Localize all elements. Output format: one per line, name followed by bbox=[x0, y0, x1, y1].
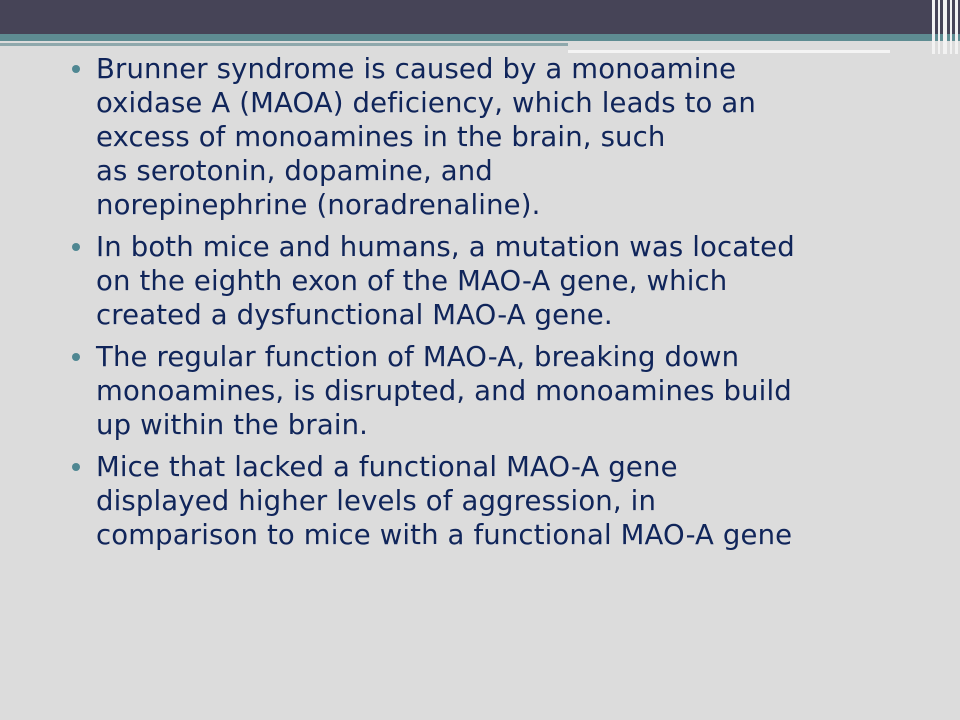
slide-accent-band bbox=[0, 34, 960, 41]
bullet-item bbox=[72, 52, 902, 222]
bullet-icon bbox=[72, 65, 80, 73]
bullet-text-line: comparison to mice with a functional MAO-A gene bbox=[96, 519, 793, 551]
slide-accent-line bbox=[0, 43, 568, 46]
bullet-text-line: norepinephrine (noradrenaline). bbox=[96, 189, 541, 221]
slide-header-band bbox=[0, 0, 960, 34]
bullet-text-line: The regular function of MAO-A, breaking down bbox=[96, 341, 740, 373]
bullet-text-line: oxidase A (MAOA) deficiency, which leads to an bbox=[96, 87, 756, 119]
bullet-text-line: as serotonin, dopamine, and bbox=[96, 155, 493, 187]
bullet-item bbox=[72, 450, 902, 552]
bullet-text-line: Mice that lacked a functional MAO-A gene bbox=[96, 451, 678, 483]
bullet-text-line: up within the brain. bbox=[96, 409, 369, 441]
bullet-list bbox=[72, 52, 902, 560]
bullet-text-line: displayed higher levels of aggression, in bbox=[96, 485, 657, 517]
bullet-text-line: Brunner syndrome is caused by a monoamine bbox=[96, 53, 737, 85]
bullet-icon bbox=[72, 243, 80, 251]
bullet-text-line: monoamines, is disrupted, and monoamines build bbox=[96, 375, 792, 407]
slide-corner-stripes bbox=[930, 0, 960, 54]
bullet-text-line: excess of monoamines in the brain, such bbox=[96, 121, 666, 153]
bullet-icon bbox=[72, 353, 80, 361]
bullet-text-line: created a dysfunctional MAO-A gene. bbox=[96, 299, 613, 331]
bullet-text-line: In both mice and humans, a mutation was located bbox=[96, 231, 795, 263]
bullet-item bbox=[72, 340, 902, 442]
bullet-text-line: on the eighth exon of the MAO-A gene, which bbox=[96, 265, 728, 297]
bullet-icon bbox=[72, 463, 80, 471]
bullet-item bbox=[72, 230, 902, 332]
